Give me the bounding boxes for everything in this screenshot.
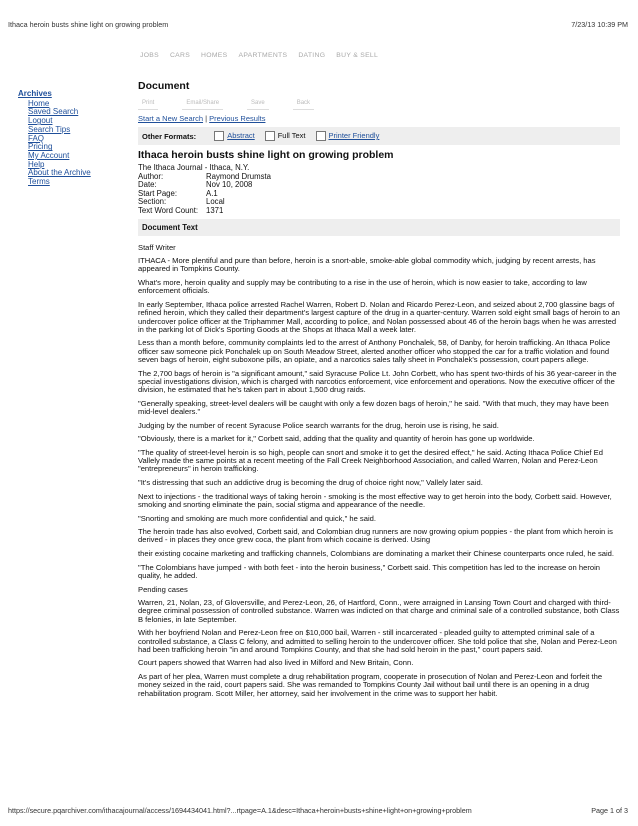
- new-search-link[interactable]: Start a New Search: [138, 114, 204, 123]
- sidebar-item-my-account[interactable]: My Account: [28, 150, 70, 160]
- article-paragraph: Warren, 21, Nolan, 23, of Gloversville, and Perez-Leon, 26, of Hartford, Conn., were arraigned in Lansing Town Court and charged with third-degree criminal possession of controlled substance. Warren was indicted on that charge and criminal sale of a controlled substance, both Class B felonies, in late September.: [138, 598, 620, 624]
- other-formats-bar: [138, 127, 620, 145]
- article-paragraph: ITHACA - More plentiful and pure than before, heroin is a snort-able, smoke-able global commodity which, judging by recent arrests, has appeared in Tompkins County.: [138, 256, 596, 274]
- nav-buy-sell[interactable]: BUY & SELL: [336, 52, 379, 59]
- article-paragraph: their existing cocaine marketing and trafficking channels, Colombians are dominating a market their Chinese counterparts once ruled, he said.: [138, 549, 614, 559]
- article-paragraph: What's more, heroin quality and supply may be contributing to a rise in the use of heroin, which is now easier to take, according to law enforcement officials.: [138, 278, 587, 296]
- article-paragraph: The 2,700 bags of heroin is "a significant amount," said Syracuse Police Lt. John Corbett, who has spent two-thirds of his 36 year-career in the special investigations division, which is charged with narcotics enforcement, vice enforcement and operations. Now the executive officer of the division, he estimated that he's taken part in about 1,500 drug raids.: [138, 368, 617, 395]
- full-text-format: [265, 131, 306, 141]
- meta-key: Author:: [138, 171, 164, 181]
- meta-value: Raymond Drumsta: [206, 171, 271, 181]
- meta-value: Local: [206, 197, 225, 207]
- print-button[interactable]: Print: [138, 100, 158, 110]
- print-header-datetime: 7/23/13 10:39 PM: [571, 20, 628, 29]
- article-paragraph: "Snorting and smoking are much more confidential and quick," he said.: [138, 513, 376, 523]
- document-toolbar: [138, 100, 620, 110]
- article-subheading: Pending cases: [138, 584, 188, 594]
- article-paragraph: "The Colombians have jumped - with both feet - into the heroin business," Corbett said. This competition has led to the increase on heroin quality, he added.: [138, 562, 600, 580]
- document-icon: [214, 131, 224, 141]
- article-paragraph: Next to injections - the traditional ways of taking heroin - smoking is the most effective way to get heroin into the body, Corbett said. However, smoking and snorting eliminate the pain, social stigma and appearance of the needle.: [138, 491, 612, 509]
- sidebar-item-logout[interactable]: Logout: [28, 116, 53, 126]
- links-separator: |: [205, 114, 208, 123]
- meta-value: A.1: [206, 188, 218, 198]
- article-body: [138, 244, 620, 698]
- sidebar-item-search-tips[interactable]: Search Tips: [28, 124, 71, 134]
- article-paragraph: "The quality of street-level heroin is so high, people can snort and smoke it to get the desired effect," he said. Acting Ithaca Police Chief Ed Vallely made the same points at a recent meeting of the Fall Creek Neighborhood Association, and called Warren, Nolan and Perez-Leon "entrepreneurs" in heroin trafficking.: [138, 447, 603, 474]
- nav-apartments[interactable]: APARTMENTS: [238, 52, 288, 59]
- printer-format[interactable]: [316, 131, 380, 141]
- print-footer-page: Page 1 of 3: [591, 806, 628, 815]
- nav-homes[interactable]: HOMES: [201, 52, 228, 59]
- search-links: [138, 114, 620, 123]
- sidebar-item-about[interactable]: About the Archive: [28, 168, 91, 178]
- sidebar-item-help[interactable]: Help: [28, 159, 45, 169]
- section-title: Document: [138, 80, 190, 92]
- article-paragraph: With her boyfriend Nolan and Perez-Leon free on $10,000 bail, Warren - still incarcerated - pleaded guilty to attempted criminal sale of a controlled substance, a Class C felony, and admitted to selling heroin to the undercover officer. She told police that she, Nolan and Perez-Leon had been trafficking heroin "in and around Tompkins County, and that she had sold heroin in the past," court papers said.: [138, 628, 617, 654]
- article-meta: [138, 164, 620, 216]
- document-icon: [265, 131, 275, 141]
- email-share-button[interactable]: Email/Share: [182, 100, 223, 110]
- meta-key: Start Page:: [138, 188, 178, 198]
- document-text-header: Document Text: [138, 219, 620, 236]
- meta-key: Section:: [138, 197, 167, 207]
- article-paragraph: Staff Writer: [138, 242, 176, 252]
- sidebar-item-faq[interactable]: FAQ: [28, 133, 45, 143]
- abstract-link[interactable]: Abstract: [227, 130, 255, 140]
- article-paragraph: Less than a month before, community complaints led to the arrest of Anthony Ponchalek, 58, of Danby, for heroin trafficking. An Ithaca Police officer saw someone pick Ponchalek up on South Meadow Street, alerted another officer who stopped the car for a traffic violation and found seven bags of heroin, eight suboxone pills, an opiate, and a narcotics sales tally sheet in Ponchalek's possession, court papers allege.: [138, 338, 611, 365]
- back-button[interactable]: Back: [293, 100, 314, 110]
- print-footer-url: https://secure.pqarchiver.com/ithacajournal/access/1694434041.html?...rtpage=A.1&desc=Ithaca+heroin+busts+shine+light+on+growing+problem: [8, 806, 472, 815]
- previous-results-link[interactable]: Previous Results: [209, 114, 266, 123]
- full-text-label: Full Text: [277, 130, 306, 140]
- sidebar-heading-archives[interactable]: Archives: [18, 89, 52, 98]
- nav-dating[interactable]: DATING: [298, 52, 326, 59]
- print-header-title: Ithaca heroin busts shine light on growing problem: [8, 20, 169, 29]
- article-source: The Ithaca Journal - Ithaca, N.Y.: [138, 163, 250, 172]
- nav-cars[interactable]: CARS: [169, 52, 191, 59]
- article-paragraph: As part of her plea, Warren must complete a drug rehabilitation program, cooperate in prosecution of Nolan and Perez-Leon and forfeit the money seized in the raid, court papers said. She was remanded to Tompkins County Jail without bail until there is an opening in a drug rehabilitation program. Scott Miller, her attorney, said her involvement in the crime was to support her habit.: [138, 672, 603, 698]
- article-paragraph: Court papers showed that Warren had also lived in Milford and New Britain, Conn.: [138, 658, 414, 668]
- top-nav: [140, 52, 378, 59]
- meta-key: Text Word Count:: [138, 205, 199, 215]
- article-paragraph: "It's distressing that such an addictive drug is becoming the drug of choice right now," Vallely later said.: [138, 478, 483, 488]
- article-paragraph: "Obviously, there is a market for it," Corbett said, adding that the quality and quantity of heroin has gone up worldwide.: [138, 434, 535, 444]
- sidebar-item-pricing[interactable]: Pricing: [28, 142, 53, 152]
- article-paragraph: In early September, Ithaca police arrested Rachel Warren, Robert D. Nolan and Ricardo Perez-Leon, and seized about 2,700 glassine bags of refined heroin, which they called their department's largest capture of the drug in a quarter-century. Warren sold eight small bags of heroin to an undercover police officer at the Triphammer Mall, according to police, and Nolan possessed about 46 of the heroin bags when he was arrested in the parking lot of Dick's Sporting Goods at the Shops at Ithaca Mall a week later.: [138, 299, 620, 334]
- printer-icon: [316, 131, 326, 141]
- main-content: [138, 80, 620, 703]
- save-button[interactable]: Save: [247, 100, 269, 110]
- nav-jobs[interactable]: JOBS: [140, 52, 159, 59]
- meta-value: 1371: [206, 205, 224, 215]
- abstract-format[interactable]: [214, 131, 255, 141]
- printer-friendly-link[interactable]: Printer Friendly: [328, 130, 380, 140]
- article-headline: Ithaca heroin busts shine light on growing problem: [138, 149, 394, 161]
- sidebar-item-home[interactable]: Home: [28, 98, 50, 108]
- meta-row: [138, 207, 620, 216]
- meta-key: Date:: [138, 180, 157, 190]
- sidebar-item-saved-search[interactable]: Saved Search: [28, 107, 79, 117]
- sidebar-item-terms[interactable]: Terms: [28, 177, 50, 187]
- article-paragraph: The heroin trade has also evolved, Corbett said, and Colombian drug runners are now growing opium poppies - the plant from which heroin is derived - in places they once grew coca, the plant from which cocaine is derived. Using: [138, 527, 613, 545]
- sidebar: [18, 90, 123, 187]
- article-paragraph: Judging by the number of recent Syracuse Police search warrants for the drug, heroin use is rising, he said.: [138, 420, 499, 430]
- meta-value: Nov 10, 2008: [206, 180, 253, 190]
- article-paragraph: "Generally speaking, street-level dealers will be caught with only a few dozen bags of heroin," he said. "With that much, they may have been mid-level dealers.": [138, 398, 609, 417]
- other-formats-label: Other Formats:: [142, 131, 197, 141]
